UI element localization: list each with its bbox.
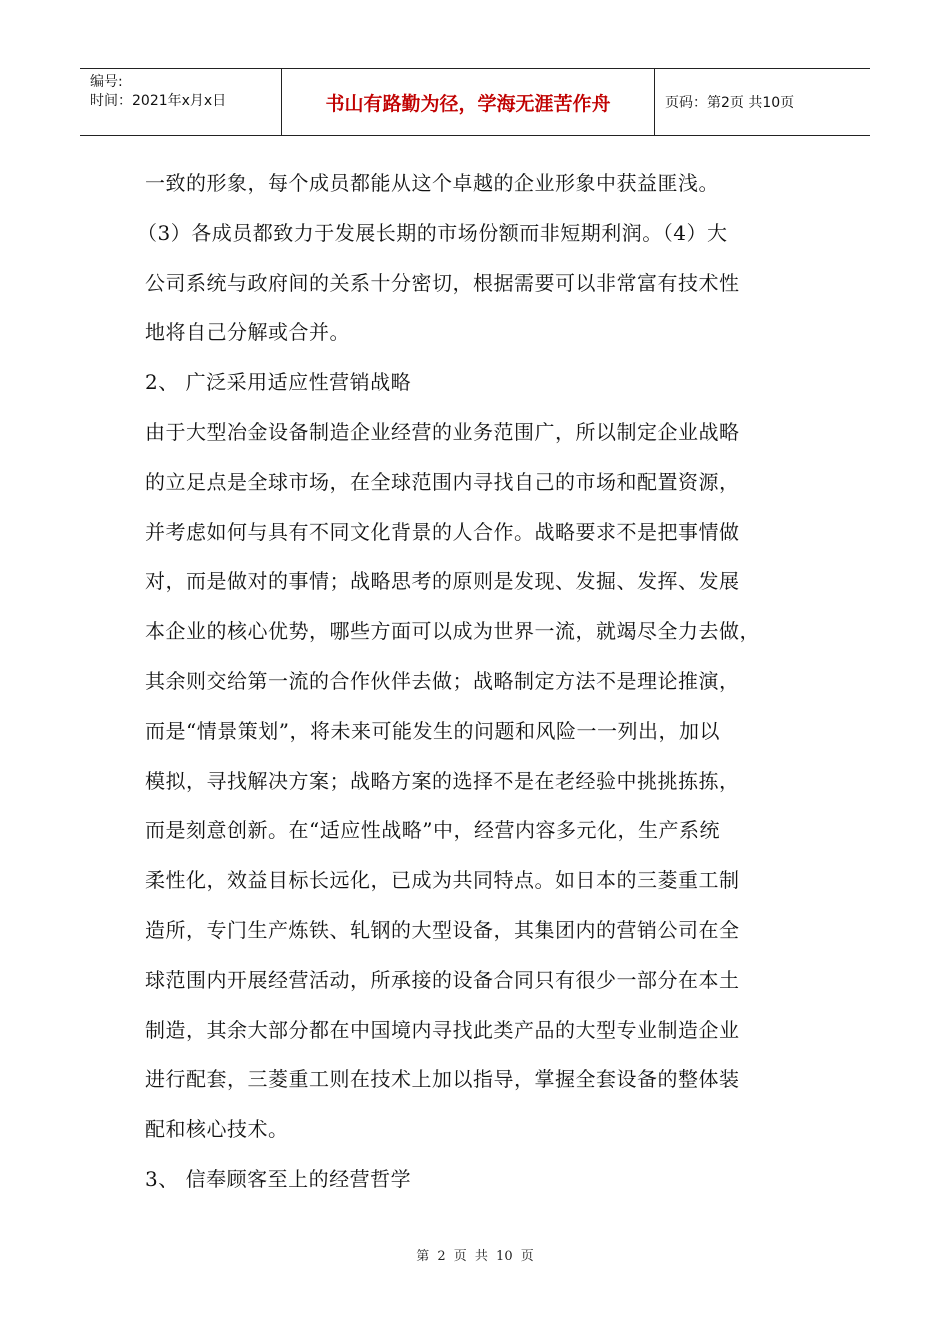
section-heading: 3、 信奉顾客至上的经营哲学 (145, 1166, 412, 1191)
date-label: 时间：2021年x月x日 (90, 93, 227, 109)
header-motto-cell (282, 69, 655, 135)
motto-text: 书山有路勤为径，学海无涯苦作舟 (325, 92, 611, 115)
body-line: （3）各成员都致力于发展长期的市场份额而非短期利润。（4）大 (137, 220, 728, 245)
section-heading: 2、 广泛采用适应性营销战略 (145, 370, 412, 395)
body-line: 由于大型冶金设备制造企业经营的业务范围广，所以制定企业战略 (145, 419, 740, 444)
body-line: 其余则交给第一流的合作伙伴去做；战略制定方法不是理论推演， (145, 668, 740, 693)
body-line: 进行配套，三菱重工则在技术上加以指导，掌握全套设备的整体装 (145, 1067, 740, 1092)
body-line: 制造，其余大部分都在中国境内寻找此类产品的大型专业制造企业 (145, 1017, 740, 1042)
body-line: 的立足点是全球市场，在全球范围内寻找自己的市场和配置资源， (145, 469, 740, 494)
page-info: 页码：第2页 共10页 (665, 95, 795, 111)
body-line: 对，而是做对的事情；战略思考的原则是发现、发掘、发挥、发展 (145, 569, 740, 594)
header-meta-cell (80, 69, 282, 135)
body-line: 一致的形象，每个成员都能从这个卓越的企业形象中获益匪浅。 (145, 171, 719, 195)
body-line: 而是“情景策划”，将未来可能发生的问题和风险一一列出，加以 (145, 718, 720, 743)
body-line: 配和核心技术。 (145, 1117, 289, 1142)
body-line: 并考虑如何与具有不同文化背景的人合作。战略要求不是把事情做 (145, 519, 740, 544)
body-line: 柔性化，效益目标长远化，已成为共同特点。如日本的三菱重工制 (145, 868, 740, 893)
body-line: 本企业的核心优势，哪些方面可以成为世界一流，就竭尽全力去做， (145, 619, 760, 644)
number-label: 编号: (90, 74, 123, 90)
header-page-cell (655, 69, 870, 135)
body-line: 造所，专门生产炼铁、轧钢的大型设备，其集团内的营销公司在全 (145, 917, 740, 942)
body-text (137, 159, 825, 1205)
document-header (80, 68, 870, 136)
body-line: 而是刻意创新。在“适应性战略”中，经营内容多元化，生产系统 (145, 818, 720, 843)
body-line: 公司系统与政府间的关系十分密切，根据需要可以非常富有技术性 (145, 270, 740, 295)
body-line: 球范围内开展经营活动，所承接的设备合同只有很少一部分在本土 (145, 967, 740, 992)
body-line: 模拟，寻找解决方案；战略方案的选择不是在老经验中挑挑拣拣， (145, 768, 740, 793)
page-footer: 第 2 页 共 10 页 (416, 1249, 534, 1264)
body-line: 地将自己分解或合并。 (145, 320, 350, 345)
